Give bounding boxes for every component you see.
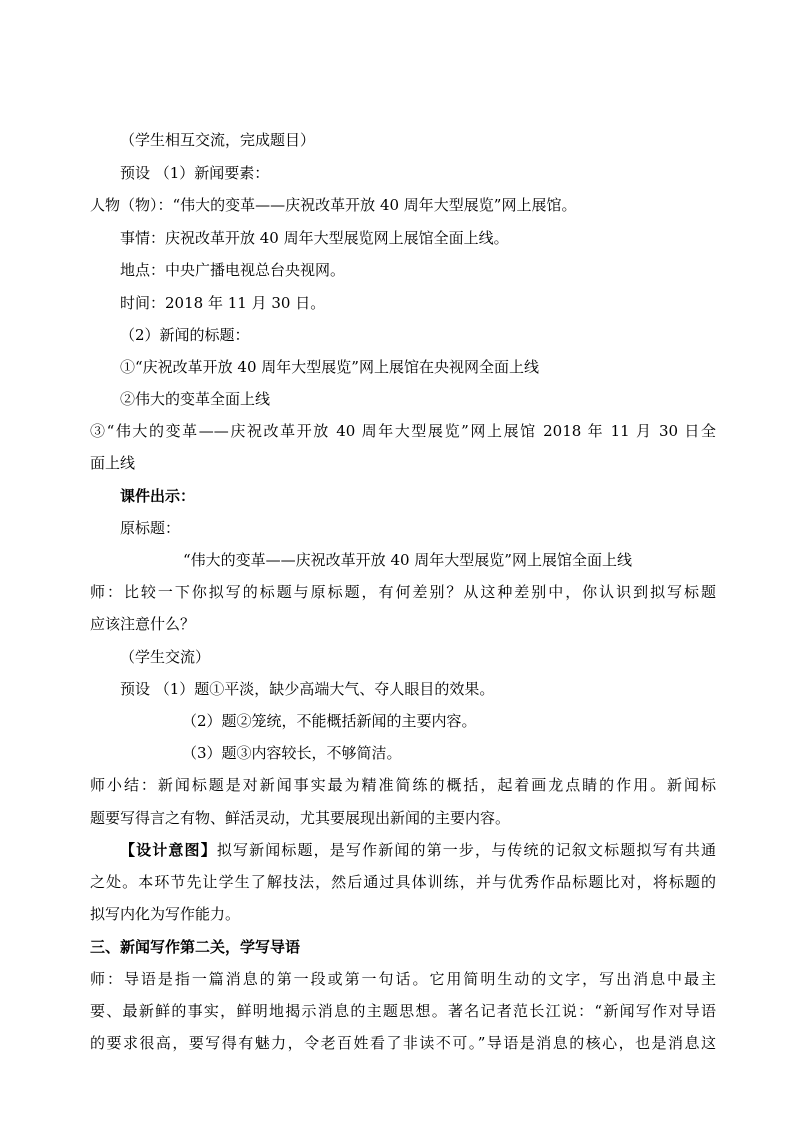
paragraph-student-exchange: （学生相互交流，完成题目） <box>120 131 316 149</box>
paragraph-lead-line2: 要、最新鲜的事实，鲜明地揭示消息的主题思想。著名记者范长江说：“新闻写作对导语 <box>90 1002 716 1020</box>
paragraph-title-2: ②伟大的变革全面上线 <box>120 390 271 408</box>
paragraph-original-title: “伟大的变革——庆祝改革开放 40 周年大型展览”网上展馆全面上线 <box>183 551 632 569</box>
paragraph-person: 人物（物）：“伟大的变革——庆祝改革开放 40 周年大型展览”网上展馆。 <box>90 196 577 214</box>
design-intent-label: 【设计意图】 <box>120 841 217 859</box>
paragraph-teacher-compare-line1: 师：比较一下你拟写的标题与原标题，有何差别？从这种差别中，你认识到拟写标题 <box>90 583 716 601</box>
paragraph-title-1: ①“庆祝改革开放 40 周年大型展览”网上展馆在央视网全面上线 <box>120 358 539 376</box>
paragraph-teacher-summary-line2: 题要写得言之有物、鲜活灵动，尤其要展现出新闻的主要内容。 <box>90 809 511 827</box>
paragraph-design-intent-line3: 拟写内化为写作能力。 <box>90 905 241 923</box>
paragraph-time: 时间：2018 年 11 月 30 日。 <box>120 294 326 312</box>
paragraph-preset-2: 预设 （1）题①平淡，缺少高端大气、夺人眼目的效果。 <box>120 680 495 698</box>
paragraph-design-intent-line2: 之处。本环节先让学生了解技法，然后通过具体训练，并与优秀作品标题比对，将标题的 <box>90 873 716 891</box>
paragraph-original-title-label: 原标题： <box>120 519 181 537</box>
paragraph-title-3-line1: ③“伟大的变革——庆祝改革开放 40 周年大型展览”网上展馆 2018 年 11 月 30 日全 <box>90 422 716 440</box>
paragraph-title-heading: （2）新闻的标题： <box>120 326 250 344</box>
paragraph-courseware-heading: 课件出示： <box>120 487 196 505</box>
design-intent-text: 拟写新闻标题，是写作新闻的第一步，与传统的记叙文标题拟写有共通 <box>216 841 716 859</box>
paragraph-event: 事情：庆祝改革开放 40 周年大型展览网上展馆全面上线。 <box>120 229 509 247</box>
paragraph-place: 地点：中央广播电视总台央视网。 <box>120 261 346 279</box>
paragraph-title-3-line2: 面上线 <box>90 454 136 472</box>
paragraph-student-exchange-2: （学生交流） <box>120 648 211 666</box>
paragraph-teacher-compare-line2: 应该注意什么？ <box>90 615 196 633</box>
paragraph-preset-2-item2: （2）题②笼统，不能概括新闻的主要内容。 <box>182 712 477 730</box>
section-heading-3: 三、新闻写作第二关，学写导语 <box>90 938 301 956</box>
paragraph-design-intent-line1 <box>120 840 716 860</box>
paragraph-preset-1: 预设 （1）新闻要素： <box>120 164 270 182</box>
paragraph-teacher-summary-line1: 师小结：新闻标题是对新闻事实最为精准简练的概括，起着画龙点睛的作用。新闻标 <box>90 776 716 794</box>
paragraph-lead-line3: 的要求很高，要写得有魅力，令老百姓看了非读不可。”导语是消息的核心，也是消息这 <box>90 1034 716 1052</box>
paragraph-preset-2-item3: （3）题③内容较长，不够简洁。 <box>182 744 402 762</box>
paragraph-lead-line1: 师：导语是指一篇消息的第一段或第一句话。它用简明生动的文字，写出消息中最主 <box>90 970 716 988</box>
